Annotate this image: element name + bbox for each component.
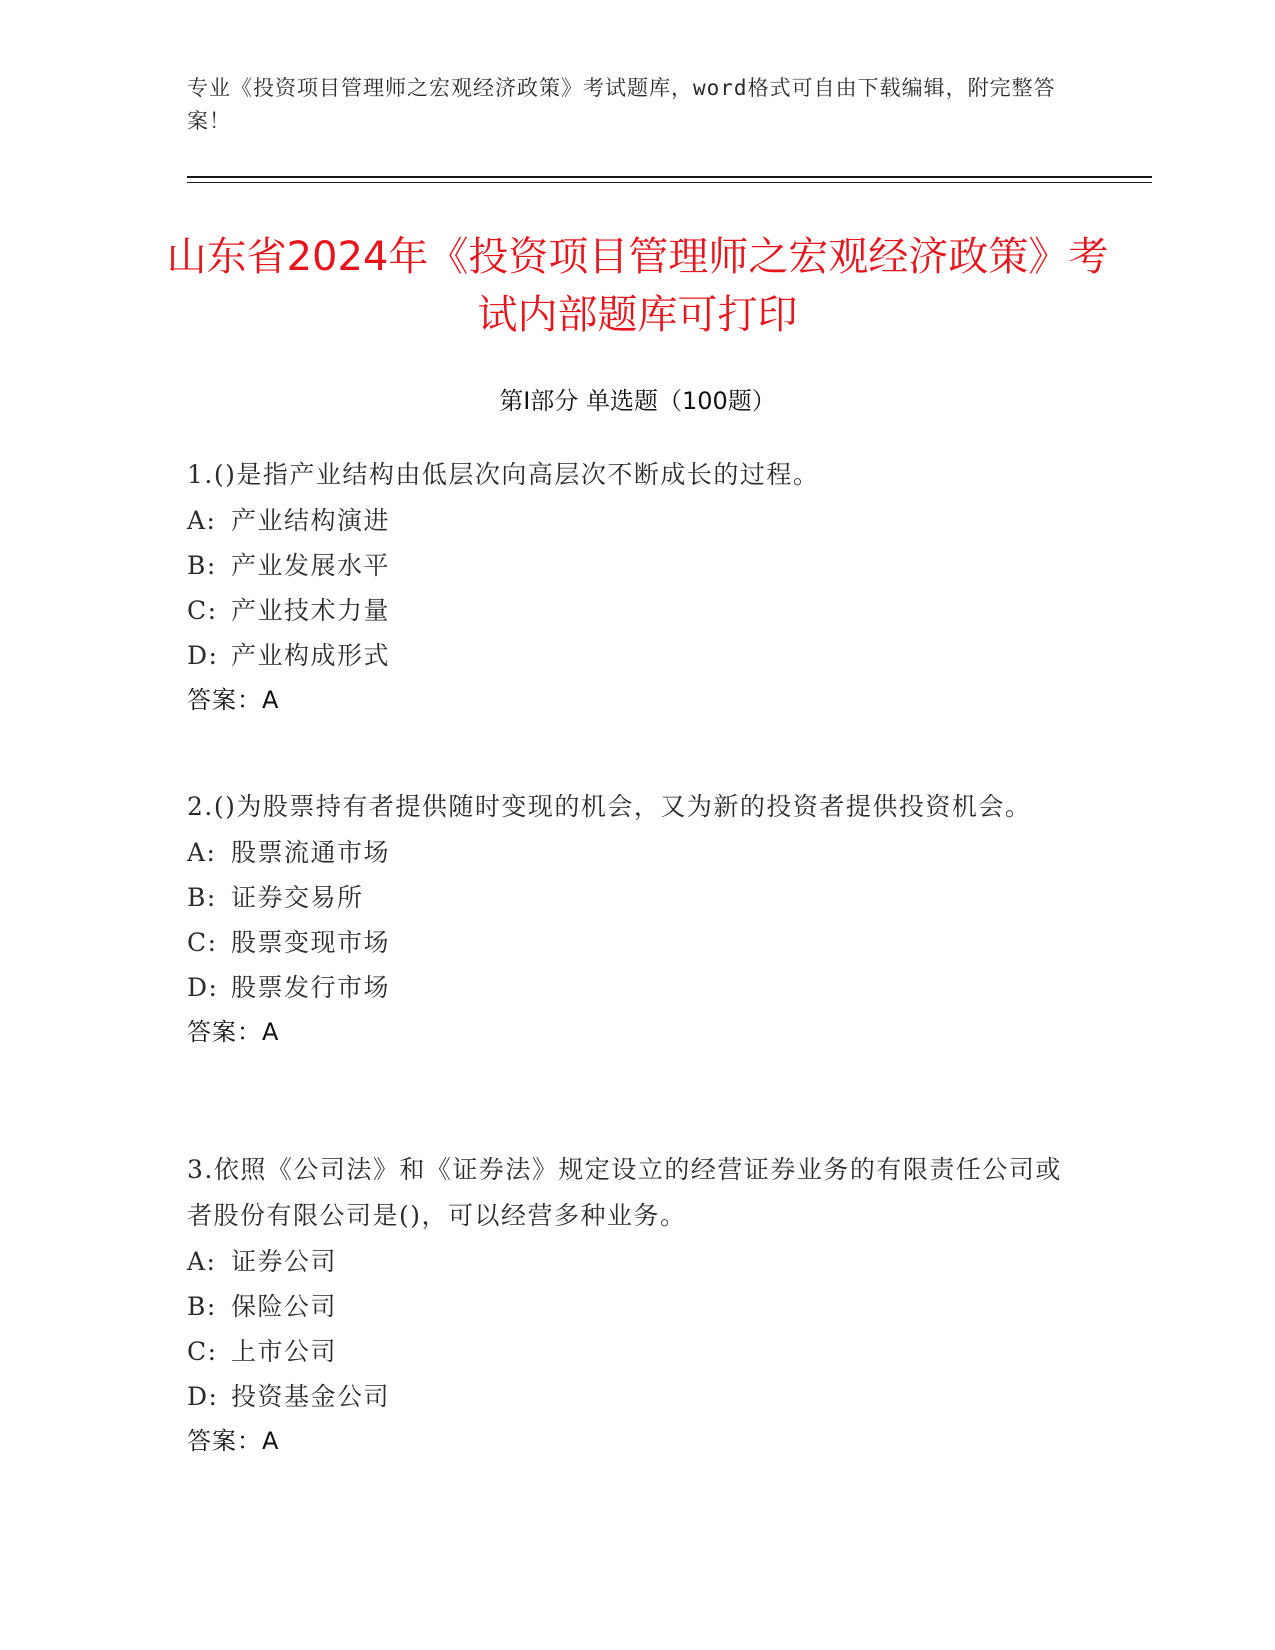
question-stem: 2.()为股票持有者提供随时变现的机会，又为新的投资者提供投资机会。 <box>187 792 1032 821</box>
option-key: C: <box>187 596 218 625</box>
answer-line: 答案：A <box>187 1427 280 1455</box>
option-c <box>187 920 1067 965</box>
question-3 <box>187 1147 1067 1464</box>
option-text: 产业构成形式 <box>231 641 391 670</box>
option-key: A: <box>187 1247 217 1276</box>
answer-line: 答案：A <box>187 686 280 714</box>
option-text: 产业技术力量 <box>231 596 391 625</box>
option-c <box>187 1329 1067 1374</box>
option-text: 股票变现市场 <box>231 928 391 957</box>
question-stem: 3.依照《公司法》和《证券法》规定设立的经营证券业务的有限责任公司或者股份有限公司是()，可以经营多种业务。 <box>187 1155 1062 1230</box>
header-rule-thin <box>187 182 1152 183</box>
option-text: 上市公司 <box>231 1337 338 1366</box>
question-2 <box>187 784 1067 1055</box>
option-text: 产业发展水平 <box>231 551 391 580</box>
option-a <box>187 830 1067 875</box>
option-key: A: <box>187 506 217 535</box>
option-key: D: <box>187 973 219 1002</box>
document-title: 山东省2024年《投资项目管理师之宏观经济政策》考试内部题库可打印 <box>166 234 1109 338</box>
option-b <box>187 1284 1067 1329</box>
option-text: 投资基金公司 <box>231 1382 391 1411</box>
answer-line: 答案：A <box>187 1018 280 1046</box>
option-key: B: <box>187 1292 217 1321</box>
option-text: 股票流通市场 <box>231 838 391 867</box>
option-key: D: <box>187 1382 219 1411</box>
option-key: B: <box>187 551 217 580</box>
option-b <box>187 875 1067 920</box>
option-c <box>187 588 1067 633</box>
header-rule-thick <box>187 176 1152 178</box>
option-text: 证券公司 <box>231 1247 338 1276</box>
option-text: 证券交易所 <box>231 883 364 912</box>
option-d <box>187 633 1067 678</box>
option-text: 股票发行市场 <box>231 973 391 1002</box>
option-key: C: <box>187 1337 218 1366</box>
question-stem: 1.()是指产业结构由低层次向高层次不断成长的过程。 <box>187 460 820 489</box>
option-text: 保险公司 <box>231 1292 338 1321</box>
option-a <box>187 498 1067 543</box>
option-key: C: <box>187 928 218 957</box>
option-text: 产业结构演进 <box>231 506 391 535</box>
option-b <box>187 543 1067 588</box>
question-1 <box>187 452 1067 723</box>
section-heading: 第I部分 单选题（100题） <box>499 387 776 415</box>
option-key: B: <box>187 883 217 912</box>
option-d <box>187 1374 1067 1419</box>
option-d <box>187 965 1067 1010</box>
option-key: D: <box>187 641 219 670</box>
option-a <box>187 1239 1067 1284</box>
header-note: 专业《投资项目管理师之宏观经济政策》考试题库，word格式可自由下载编辑，附完整答案！ <box>187 76 1056 133</box>
option-key: A: <box>187 838 217 867</box>
